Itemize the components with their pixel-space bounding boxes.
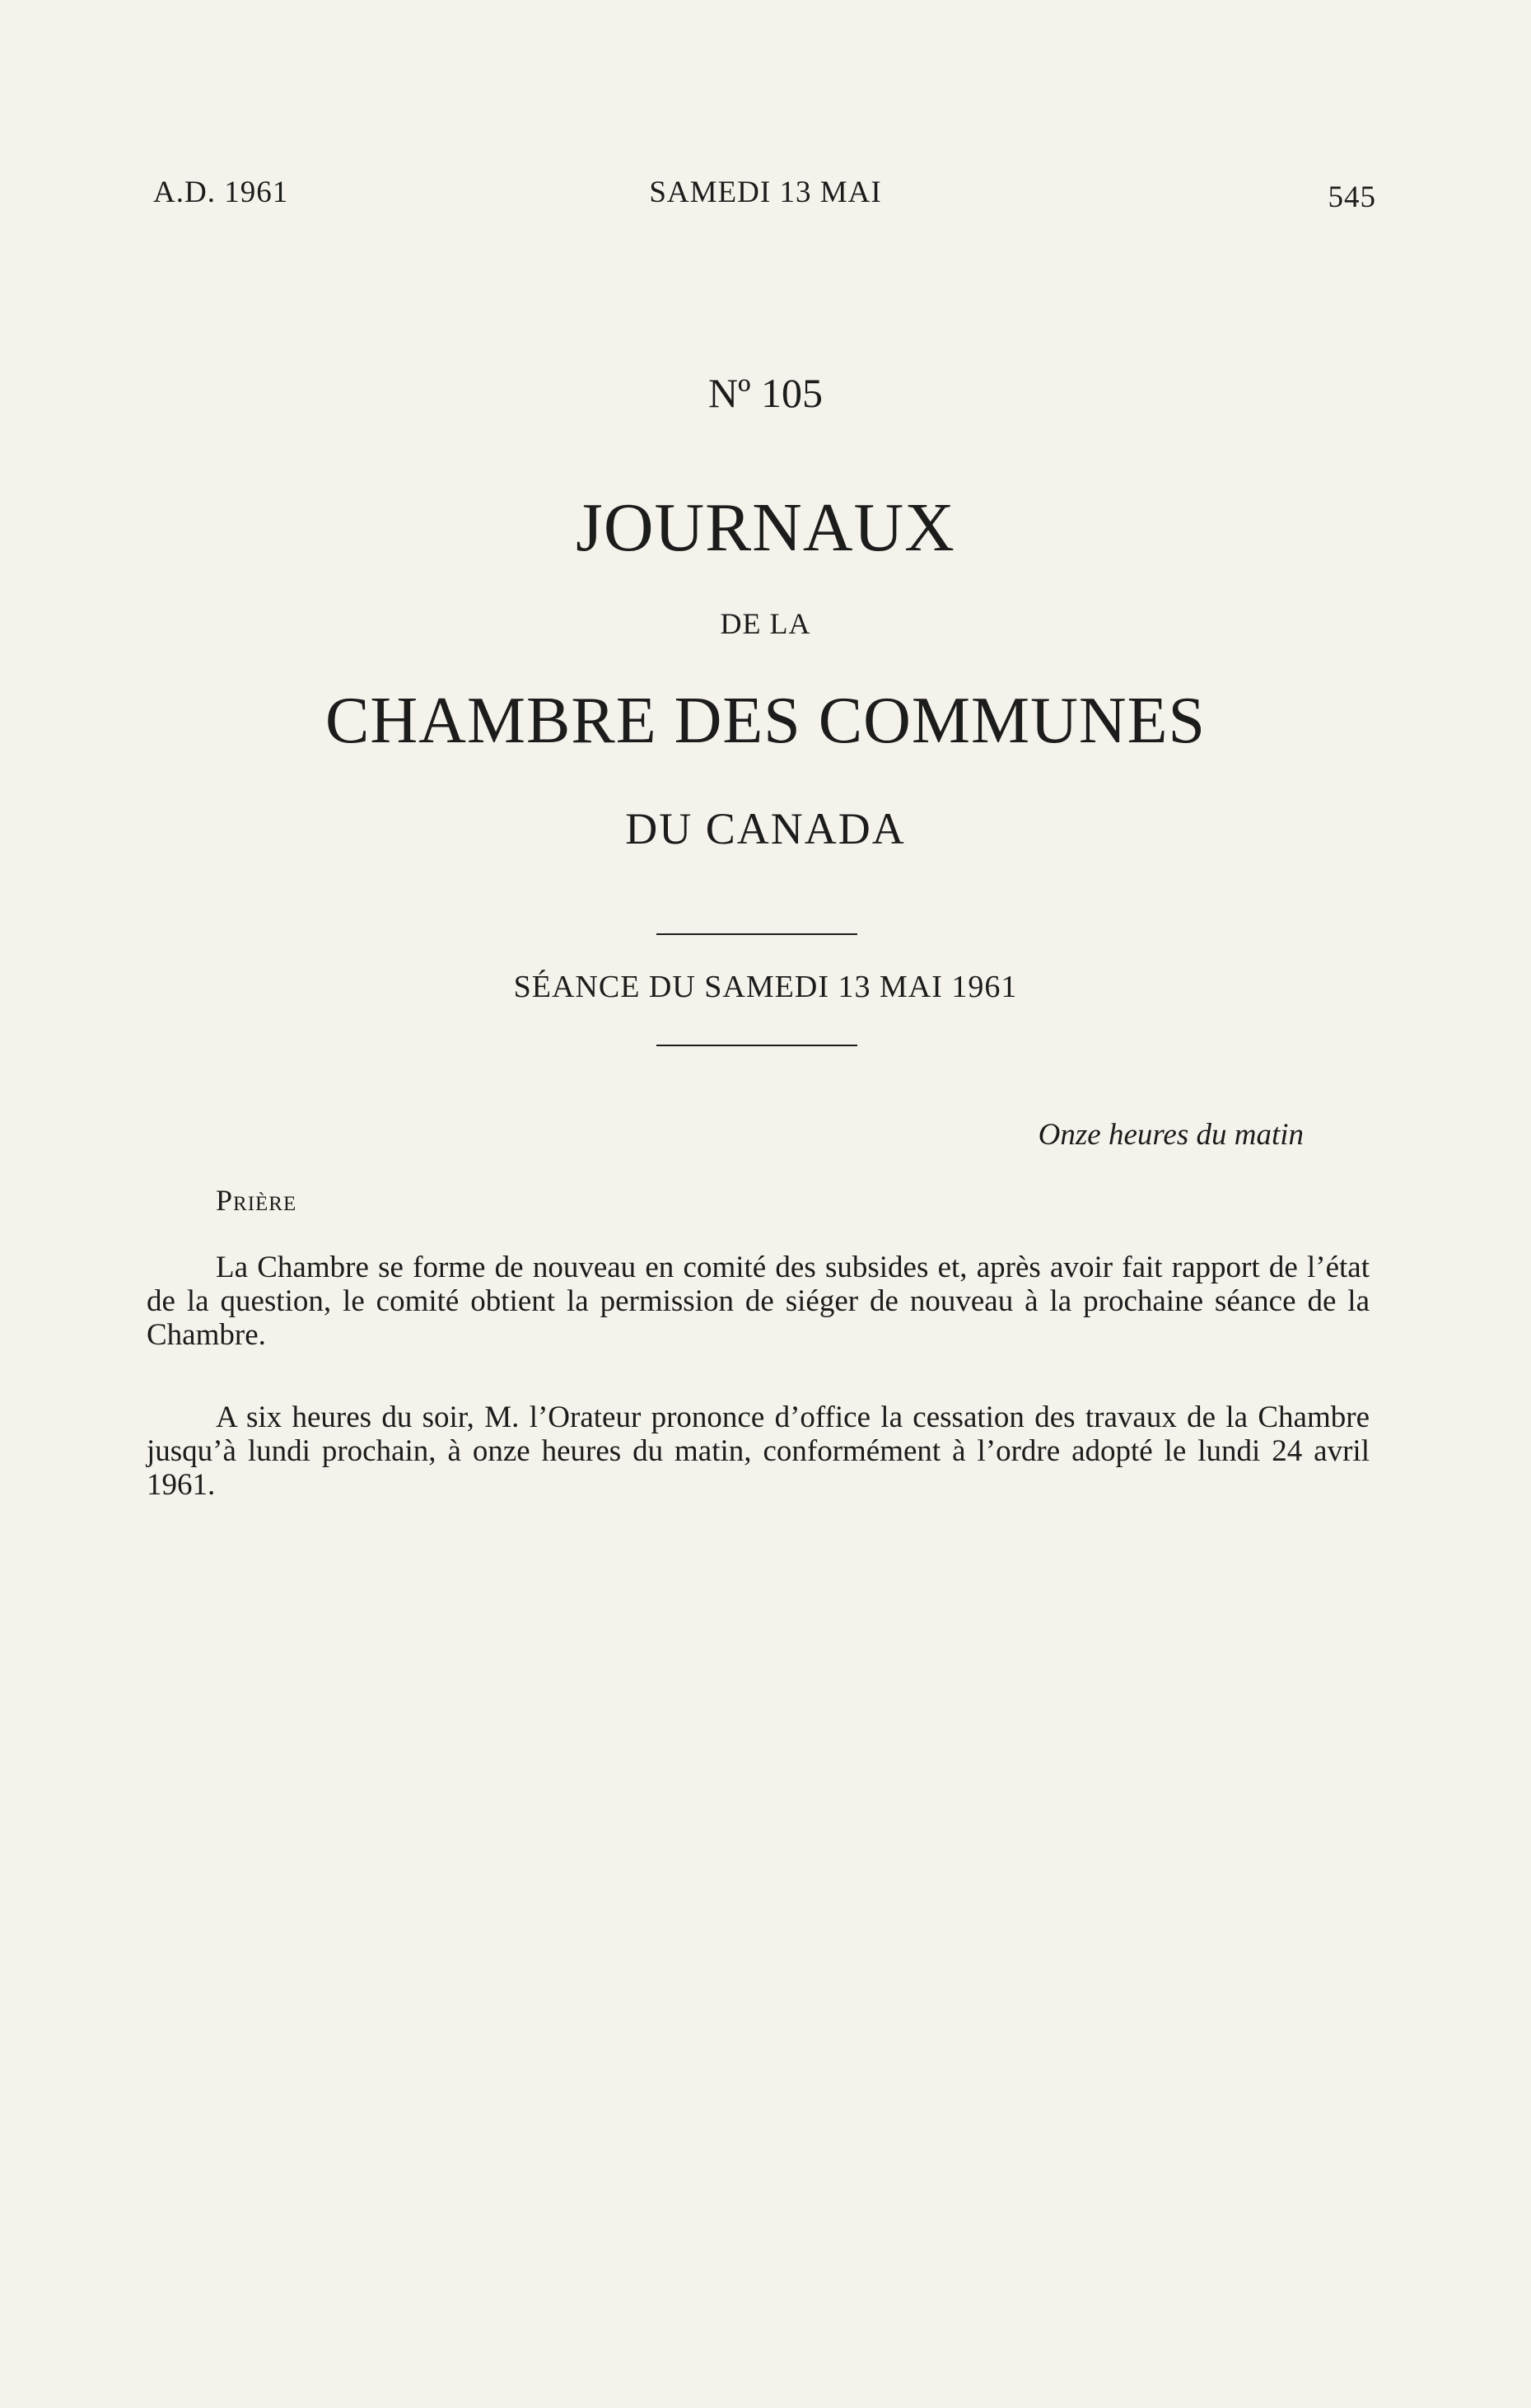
title-connector: DE LA xyxy=(720,607,811,640)
prayer-heading: Prière xyxy=(216,1184,297,1217)
sitting-title: SÉANCE DU SAMEDI 13 MAI 1961 xyxy=(513,970,1018,1004)
running-head-year: A.D. 1961 xyxy=(153,175,289,209)
paragraph-adjournment: A six heures du soir, M. l’Orateur prononce d’office la cessation des travaux de la Chambre jusqu’à lundi prochain, à onze heures du matin, conformément à l’ordre adopté le lundi 24 avril 1961. xyxy=(147,1400,1370,1502)
rule-top-divider xyxy=(656,933,857,935)
rule-bottom-divider xyxy=(656,1045,857,1046)
country-name: DU CANADA xyxy=(625,804,906,853)
running-head-date: SAMEDI 13 MAI xyxy=(649,175,882,209)
paragraph-committee-of-supply: La Chambre se forme de nouveau en comité des subsides et, après avoir fait rapport de l’état de la question, le comité obtient la permission de siéger de nouveau à la prochaine séance de la Chambre. xyxy=(147,1251,1370,1352)
issue-number: Nº 105 xyxy=(707,370,824,416)
page-number: 545 xyxy=(1328,180,1376,214)
journal-title: JOURNAUX xyxy=(576,489,955,566)
institution-name: CHAMBRE DES COMMUNES xyxy=(324,685,1207,757)
sitting-time: Onze heures du matin xyxy=(1038,1118,1304,1152)
